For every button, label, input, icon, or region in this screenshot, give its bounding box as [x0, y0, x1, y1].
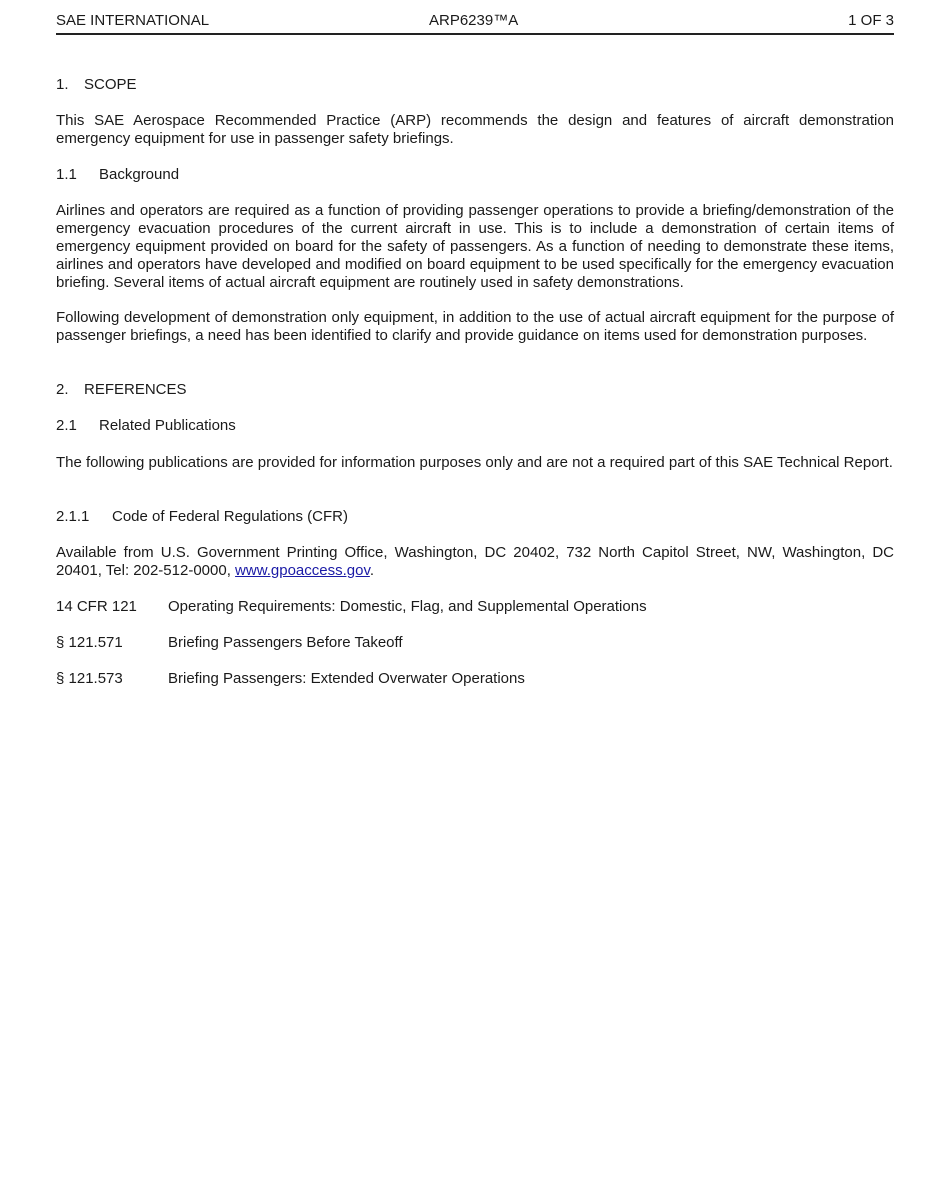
reference-description: Operating Requirements: Domestic, Flag, and Supplemental Operations [168, 598, 647, 615]
document-page [56, 0, 894, 687]
reference-description: Briefing Passengers Before Takeoff [168, 634, 403, 651]
section-title: Code of Federal Regulations (CFR) [112, 508, 348, 525]
heading-scope [56, 76, 137, 94]
section-number: 2.1 [56, 417, 77, 434]
heading-cfr [56, 508, 348, 526]
heading-related-publications [56, 417, 236, 435]
reference-code: § 121.573 [56, 670, 123, 687]
background-paragraph-2: Following development of demonstration only equipment, in addition to the use of actual aircraft equipment for the purpose of passenger briefings, a need has been identified to clarify and provide guidance on items used for demonstration purposes. [56, 309, 894, 344]
heading-references [56, 381, 187, 399]
background-paragraph-1: Airlines and operators are required as a function of providing passenger operations to provide a briefing/demonstration of the emergency evacuation procedures of the current aircraft in use. This is to include a demonstration of certain items of emergency equipment provided on board for the safety of passengers. As a function of needing to demonstrate these items, airlines and operators have developed and modified on board equipment to be used specifically for the emergency evacuation briefing. Several items of actual aircraft equipment are routinely used in safety demonstrations. [56, 202, 894, 291]
page-header [56, 0, 894, 35]
header-doc-number: ARP6239™A [429, 12, 519, 29]
cfr-text: Available from U.S. Government Printing Office, Washington, DC 20402, 732 North Capitol Street, NW, Washington, DC 20401, Tel: 202-512-0000, [56, 544, 894, 579]
heading-background [56, 166, 179, 184]
section-title: SCOPE [84, 76, 137, 93]
header-page-indicator: 1 OF 3 [848, 12, 894, 29]
header-org: SAE INTERNATIONAL [56, 12, 210, 29]
section-title: REFERENCES [84, 381, 187, 398]
related-publications-paragraph: The following publications are provided for information purposes only and are not a required part of this SAE Technical Report. [56, 454, 893, 471]
section-number: 1.1 [56, 166, 77, 183]
section-number: 1. [56, 76, 69, 93]
reference-code: § 121.571 [56, 634, 123, 651]
section-number: 2. [56, 381, 69, 398]
reference-code: 14 CFR 121 [56, 598, 137, 615]
gpoaccess-link[interactable]: www.gpoaccess.gov [235, 562, 370, 579]
cfr-text-end: . [369, 562, 375, 579]
reference-description: Briefing Passengers: Extended Overwater Operations [168, 670, 525, 687]
section-title: Background [99, 166, 180, 183]
section-number: 2.1.1 [56, 508, 90, 525]
cfr-availability-paragraph [56, 544, 894, 580]
scope-paragraph: This SAE Aerospace Recommended Practice (ARP) recommends the design and features of aircraft demonstration emergency equipment for use in passenger safety briefings. [56, 112, 894, 147]
section-title: Related Publications [99, 417, 236, 434]
